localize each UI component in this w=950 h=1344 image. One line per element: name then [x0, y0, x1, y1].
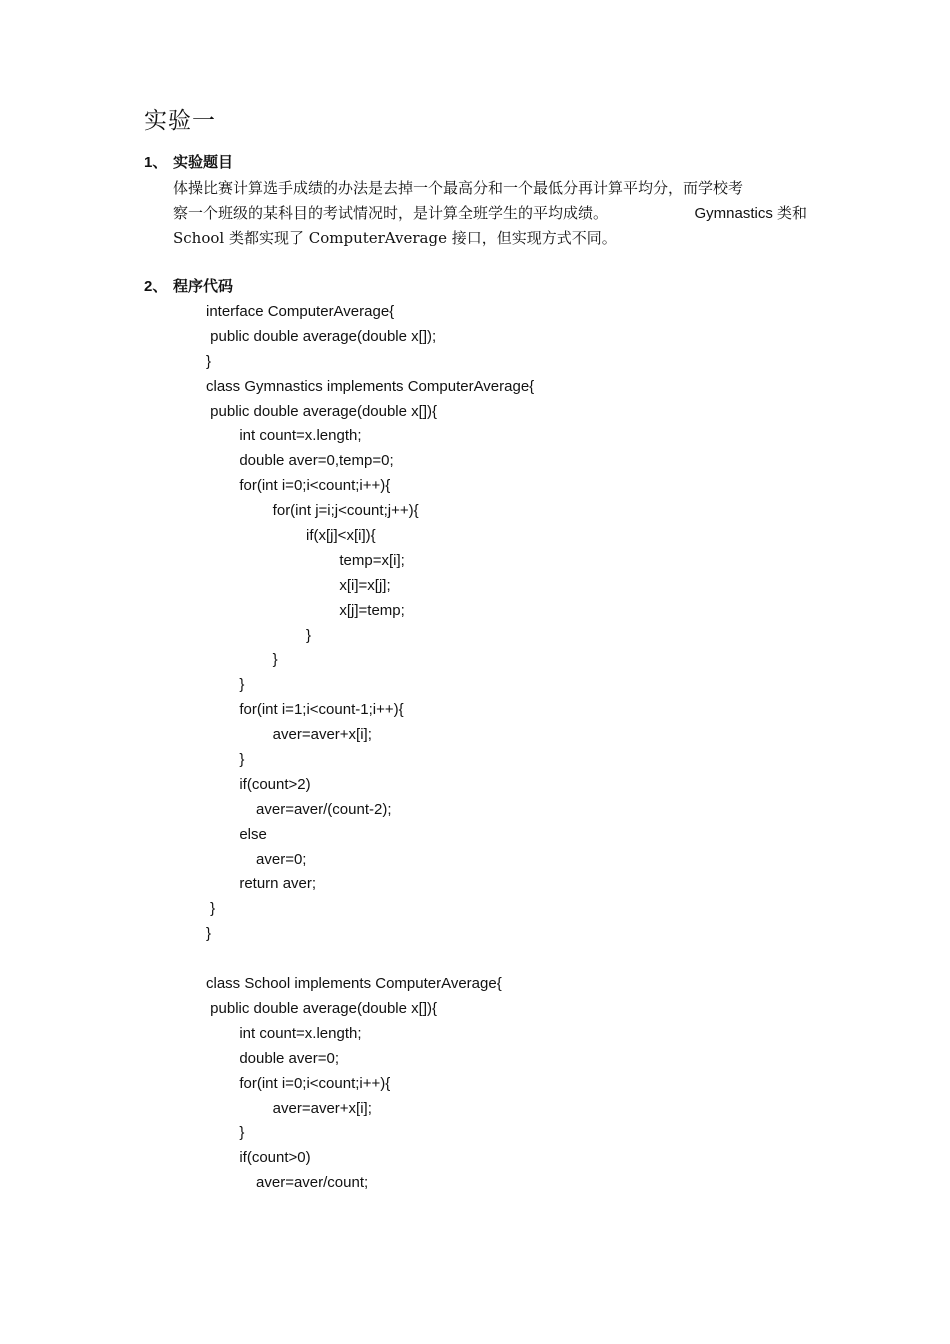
section-number-1: 1、: [144, 154, 168, 171]
code-line: public double average(double x[]){: [206, 999, 437, 1017]
code-line: }: [206, 900, 216, 918]
code-line: if(count>2): [206, 775, 311, 793]
document-title: 实验一: [144, 108, 216, 134]
code-line: if(x[j]<x[i]){: [206, 527, 376, 545]
problem-description: [173, 176, 807, 251]
code-line: [206, 947, 534, 972]
code-line: aver=aver+x[i];: [206, 1099, 372, 1117]
description-line-2-tail: Gymnastics 类和: [694, 205, 807, 222]
code-line: return aver;: [206, 875, 317, 893]
code-line: }: [206, 751, 245, 769]
code-line: }: [206, 651, 278, 669]
code-line: if(count>0): [206, 1149, 311, 1167]
description-line-2: [173, 201, 807, 226]
code-line: interface ComputerAverage{: [206, 303, 395, 320]
code-line: x[j]=temp;: [206, 601, 405, 619]
code-line: for(int i=1;i<count-1;i++){: [206, 701, 404, 719]
section-number-2: 2、: [144, 278, 168, 295]
code-line: }: [206, 626, 312, 644]
code-line: double aver=0,temp=0;: [206, 452, 394, 470]
code-line: class School implements ComputerAverage{: [206, 975, 502, 993]
code-line: temp=x[i];: [206, 551, 405, 569]
code-line: aver=aver/count;: [206, 1174, 369, 1192]
code-line: for(int i=0;i<count;i++){: [206, 1074, 391, 1092]
section-title-1: 实验题目: [173, 154, 234, 171]
code-line: aver=aver+x[i];: [206, 726, 372, 744]
section-heading-2: [144, 277, 233, 297]
code-line: for(int j=i;j<count;j++){: [206, 502, 419, 520]
code-line: aver=0;: [206, 850, 307, 868]
code-line: }: [206, 352, 212, 370]
code-line: }: [206, 676, 245, 694]
code-line: x[i]=x[j];: [206, 576, 391, 594]
code-line: public double average(double x[]);: [206, 327, 437, 345]
code-line: }: [206, 925, 212, 943]
code-line: int count=x.length;: [206, 427, 362, 445]
code-line: class Gymnastics implements ComputerAverage{: [206, 377, 535, 395]
description-line-2-text: 察一个班级的某科目的考试情况时，是计算全班学生的平均成绩。: [173, 204, 609, 222]
code-line: double aver=0;: [206, 1049, 340, 1067]
description-line-3: School 类都实现了 ComputerAverage 接口，但实现方式不同。: [173, 229, 617, 247]
code-line: int count=x.length;: [206, 1024, 362, 1042]
section-heading-1: [144, 153, 233, 173]
code-line: aver=aver/(count-2);: [206, 800, 392, 818]
description-line-1: 体操比赛计算选手成绩的办法是去掉一个最高分和一个最低分再计算平均分，而学校考: [173, 179, 744, 197]
code-line: else: [206, 825, 267, 843]
code-line: }: [206, 1124, 245, 1142]
code-block: [206, 300, 534, 1196]
code-line: for(int i=0;i<count;i++){: [206, 477, 391, 495]
section-title-2: 程序代码: [173, 278, 234, 295]
code-line: public double average(double x[]){: [206, 402, 437, 420]
